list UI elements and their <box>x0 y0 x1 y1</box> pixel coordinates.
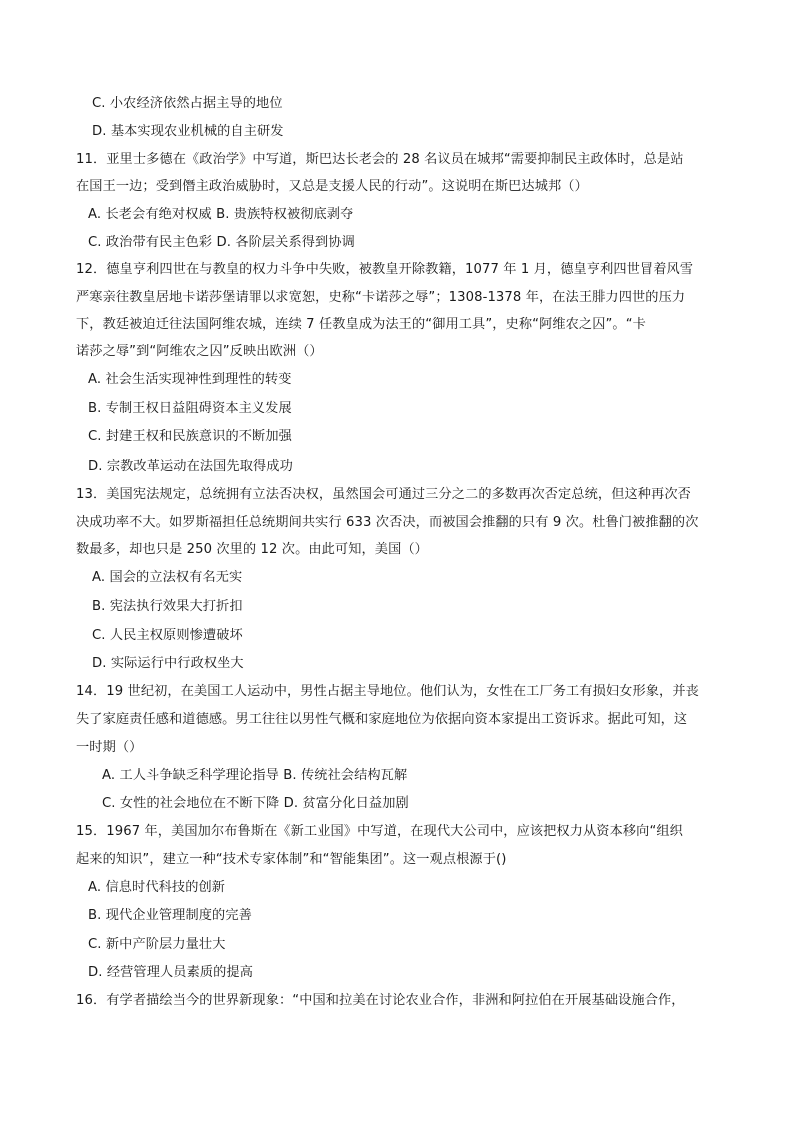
q16-stem-line-1: 16．有学者描绘当今的世界新现象：“中国和拉美在讨论农业合作，非洲和阿拉伯在开展基础设施合作， <box>76 993 685 1008</box>
q14-options-cd: C. 女性的社会地位在不断下降 D. 贫富分化日益加剧 <box>102 796 409 811</box>
q11-stem-line-2: 在国王一边；受到僭主政治威胁时，又总是支援人民的行动”。这说明在斯巴达城邦（） <box>76 179 588 194</box>
q10-option-c: C. 小农经济依然占据主导的地位 <box>92 96 283 111</box>
q14-stem-line-1: 14．19 世纪初，在美国工人运动中，男性占据主导地位。他们认为，女性在工厂务工有损妇女形象，并丧 <box>76 684 699 699</box>
q11-options-ab: A. 长老会有绝对权威 B. 贵族特权被彻底剥夺 <box>88 207 354 222</box>
q13-stem-line-1: 13．美国宪法规定，总统拥有立法否决权，虽然国会可通过三分之二的多数再次否定总统，但这种再次否 <box>76 487 691 502</box>
q15-option-b: B. 现代企业管理制度的完善 <box>88 908 252 923</box>
q15-option-a: A. 信息时代科技的创新 <box>88 880 226 895</box>
q14-stem-line-2: 失了家庭责任感和道德感。男工往往以男性气概和家庭地位为依据向资本家提出工资诉求。据此可知，这 <box>76 712 688 727</box>
q15-stem-line-2: 起来的知识”，建立一种“技术专家体制”和“智能集团”。这一观点根源于() <box>76 852 507 867</box>
q12-stem-line-1: 12．德皇亨利四世在与教皇的权力斗争中失败，被教皇开除教籍，1077 年 1 月，德皇亨利四世冒着风雪 <box>76 262 694 277</box>
q15-stem-line-1: 15．1967 年，美国加尔布鲁斯在《新工业国》中写道，在现代大公司中，应该把权力从资本移向“组织 <box>76 824 683 839</box>
q13-option-d: D. 实际运行中行政权坐大 <box>92 656 244 671</box>
q14-options-ab: A. 工人斗争缺乏科学理论指导 B. 传统社会结构瓦解 <box>102 768 408 783</box>
q11-options-cd: C. 政治带有民主色彩 D. 各阶层关系得到协调 <box>88 235 355 250</box>
q12-option-a: A. 社会生活实现神性到理性的转变 <box>88 372 292 387</box>
q15-option-c: C. 新中产阶层力量壮大 <box>88 937 226 952</box>
q15-option-d: D. 经营管理人员素质的提高 <box>88 965 253 980</box>
q12-option-d: D. 宗教改革运动在法国先取得成功 <box>88 459 293 474</box>
q12-stem-line-3: 下，教廷被迫迁往法国阿维农城，连续 7 任教皇成为法王的“御用工具”，史称“阿维农之囚”。“卡 <box>76 317 646 332</box>
q13-option-c: C. 人民主权原则惨遭破坏 <box>92 628 243 643</box>
q13-option-a: A. 国会的立法权有名无实 <box>92 570 243 585</box>
q12-stem-line-4: 诺莎之辱”到“阿维农之囚”反映出欧洲（） <box>76 344 323 359</box>
q12-option-b: B. 专制王权日益阻碍资本主义发展 <box>88 401 292 416</box>
q12-option-c: C. 封建王权和民族意识的不断加强 <box>88 429 292 444</box>
q13-stem-line-2: 决成功率不大。如罗斯福担任总统期间共实行 633 次否决，而被国会推翻的只有 9 次。杜鲁门被推翻的次 <box>76 515 699 530</box>
q10-option-d: D. 基本实现农业机械的自主研发 <box>92 124 284 139</box>
q12-stem-line-2: 严寒亲往教皇居地卡诺莎堡请罪以求宽恕，史称“卡诺莎之辱”；1308-1378 年，在法王腓力四世的压力 <box>76 290 686 305</box>
q14-stem-line-3: 一时期（） <box>76 740 143 755</box>
q11-stem-line-1: 11．亚里士多德在《政治学》中写道，斯巴达长老会的 28 名议员在城邦“需要抑制民主政体时，总是站 <box>76 152 684 167</box>
q13-option-b: B. 宪法执行效果大打折扣 <box>92 599 243 614</box>
q13-stem-line-3: 数最多，却也只是 250 次里的 12 次。由此可知，美国（） <box>76 542 428 557</box>
